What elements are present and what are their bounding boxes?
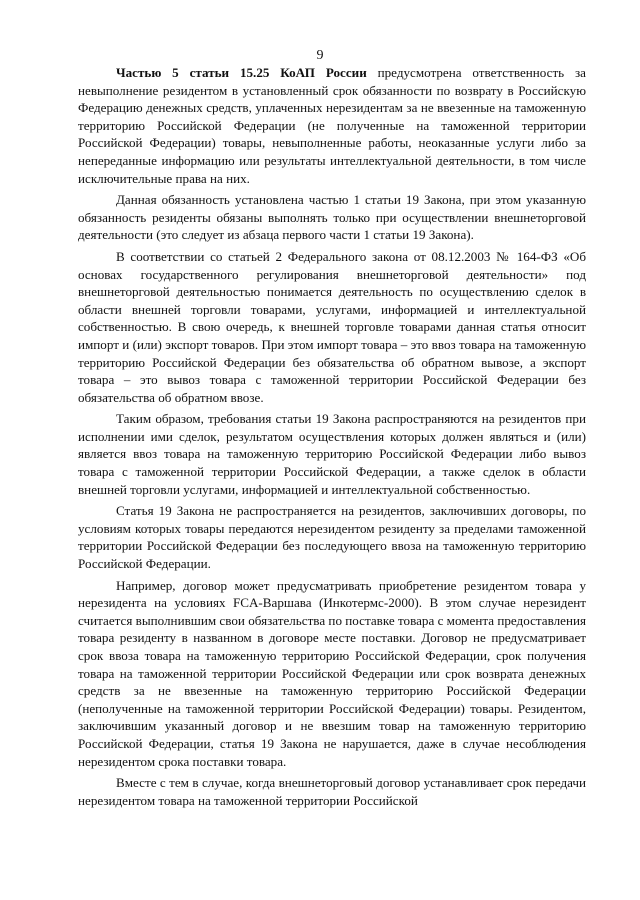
paragraph	[78, 577, 586, 771]
document-body	[78, 64, 586, 813]
paragraph-text: Например, договор может предусматривать приобретение резидентом товара у нерезидента на условиях FCA-Варшава (Инкотермс-2000). В этом случае нерезидент считается выполнившим свои обязательства по поставке товара с момента предоставления товара резиденту в названном в договоре месте поставки. Договор не предусматривает срок ввоза товара на таможенную территорию Российской Федерации, срок получения товара на таможенной территории Российской Федерации или срок возврата денежных средств за не ввезенные на таможенную территорию Российской Федерации (неполученные на таможенной территории Российской Федерации) товары. Резидентом, заключившим указанный договор и не ввезшим товар на таможенную территорию Российской Федерации, статья 19 Закона не нарушается, даже в случае несоблюдения нерезидентом срока поставки товара.	[78, 577, 586, 769]
paragraph-text: Таким образом, требования статьи 19 Закона распространяются на резидентов при исполнении ими сделок, результатом осуществления которых должен являться и (или) является ввоз товара на таможенную территорию Российской Федерации либо вывоз товара с таможенной территории Российской Федерации, а также сделок в области внешней торговли услугами, информацией и интеллектуальной собственностью.	[78, 411, 586, 497]
paragraph	[78, 774, 586, 809]
page-number: 9	[316, 48, 324, 63]
paragraph-text: Статья 19 Закона не распространяется на резидентов, заключивших договоры, по условиям которых товары передаются нерезидентом резиденту за пределами таможенной территории Российской Федерации без последующего ввоза на таможенную территорию Российской Федерации.	[78, 503, 586, 572]
paragraph	[78, 410, 586, 498]
paragraph-text: Данная обязанность установлена частью 1 статьи 19 Закона, при этом указанную обязанность резиденты обязаны выполнять только при осуществлении внешнеторговой деятельности (это следует из абзаца первого части 1 статьи 19 Закона).	[78, 192, 586, 243]
paragraph-text: предусмотрена ответственность за невыполнение резидентом в установленный срок обязанности по возврату в Российскую Федерацию денежных средств, уплаченных нерезидентам за не ввезенные на таможенную территорию Российской Федерации (не полученные на таможенной территории Российской Федерации) товары, невыполненные работы, неоказанные услуги либо за непереданные информацию или результаты интеллектуальной деятельности, в том числе исключительные права на них.	[78, 65, 586, 186]
paragraph-lead-bold: Частью 5 статьи 15.25 КоАП России	[116, 65, 367, 80]
paragraph	[78, 502, 586, 572]
paragraph-text: Вместе с тем в случае, когда внешнеторговый договор устанавливает срок передачи нерезидентом товара на таможенной территории Российской	[78, 775, 586, 808]
paragraph	[78, 191, 586, 244]
paragraph-text: В соответствии со статьей 2 Федерального закона от 08.12.2003 № 164-ФЗ «Об основах государственного регулирования внешнеторговой деятельности» под внешнеторговой деятельностью понимается деятельность по осуществлению сделок в области внешней торговли товарами, услугами, информацией и интеллектуальной собственностью. В свою очередь, к внешней торговле товарами данная статья относит импорт и (или) экспорт товаров. При этом импорт товара – это ввоз товара на таможенную территорию Российской Федерации без обязательства об обратном вывозе, а экспорт товара – это вывоз товара с таможенной территории Российской Федерации без обязательства об обратном ввозе.	[78, 248, 586, 405]
paragraph	[78, 248, 586, 406]
paragraph	[78, 64, 586, 187]
